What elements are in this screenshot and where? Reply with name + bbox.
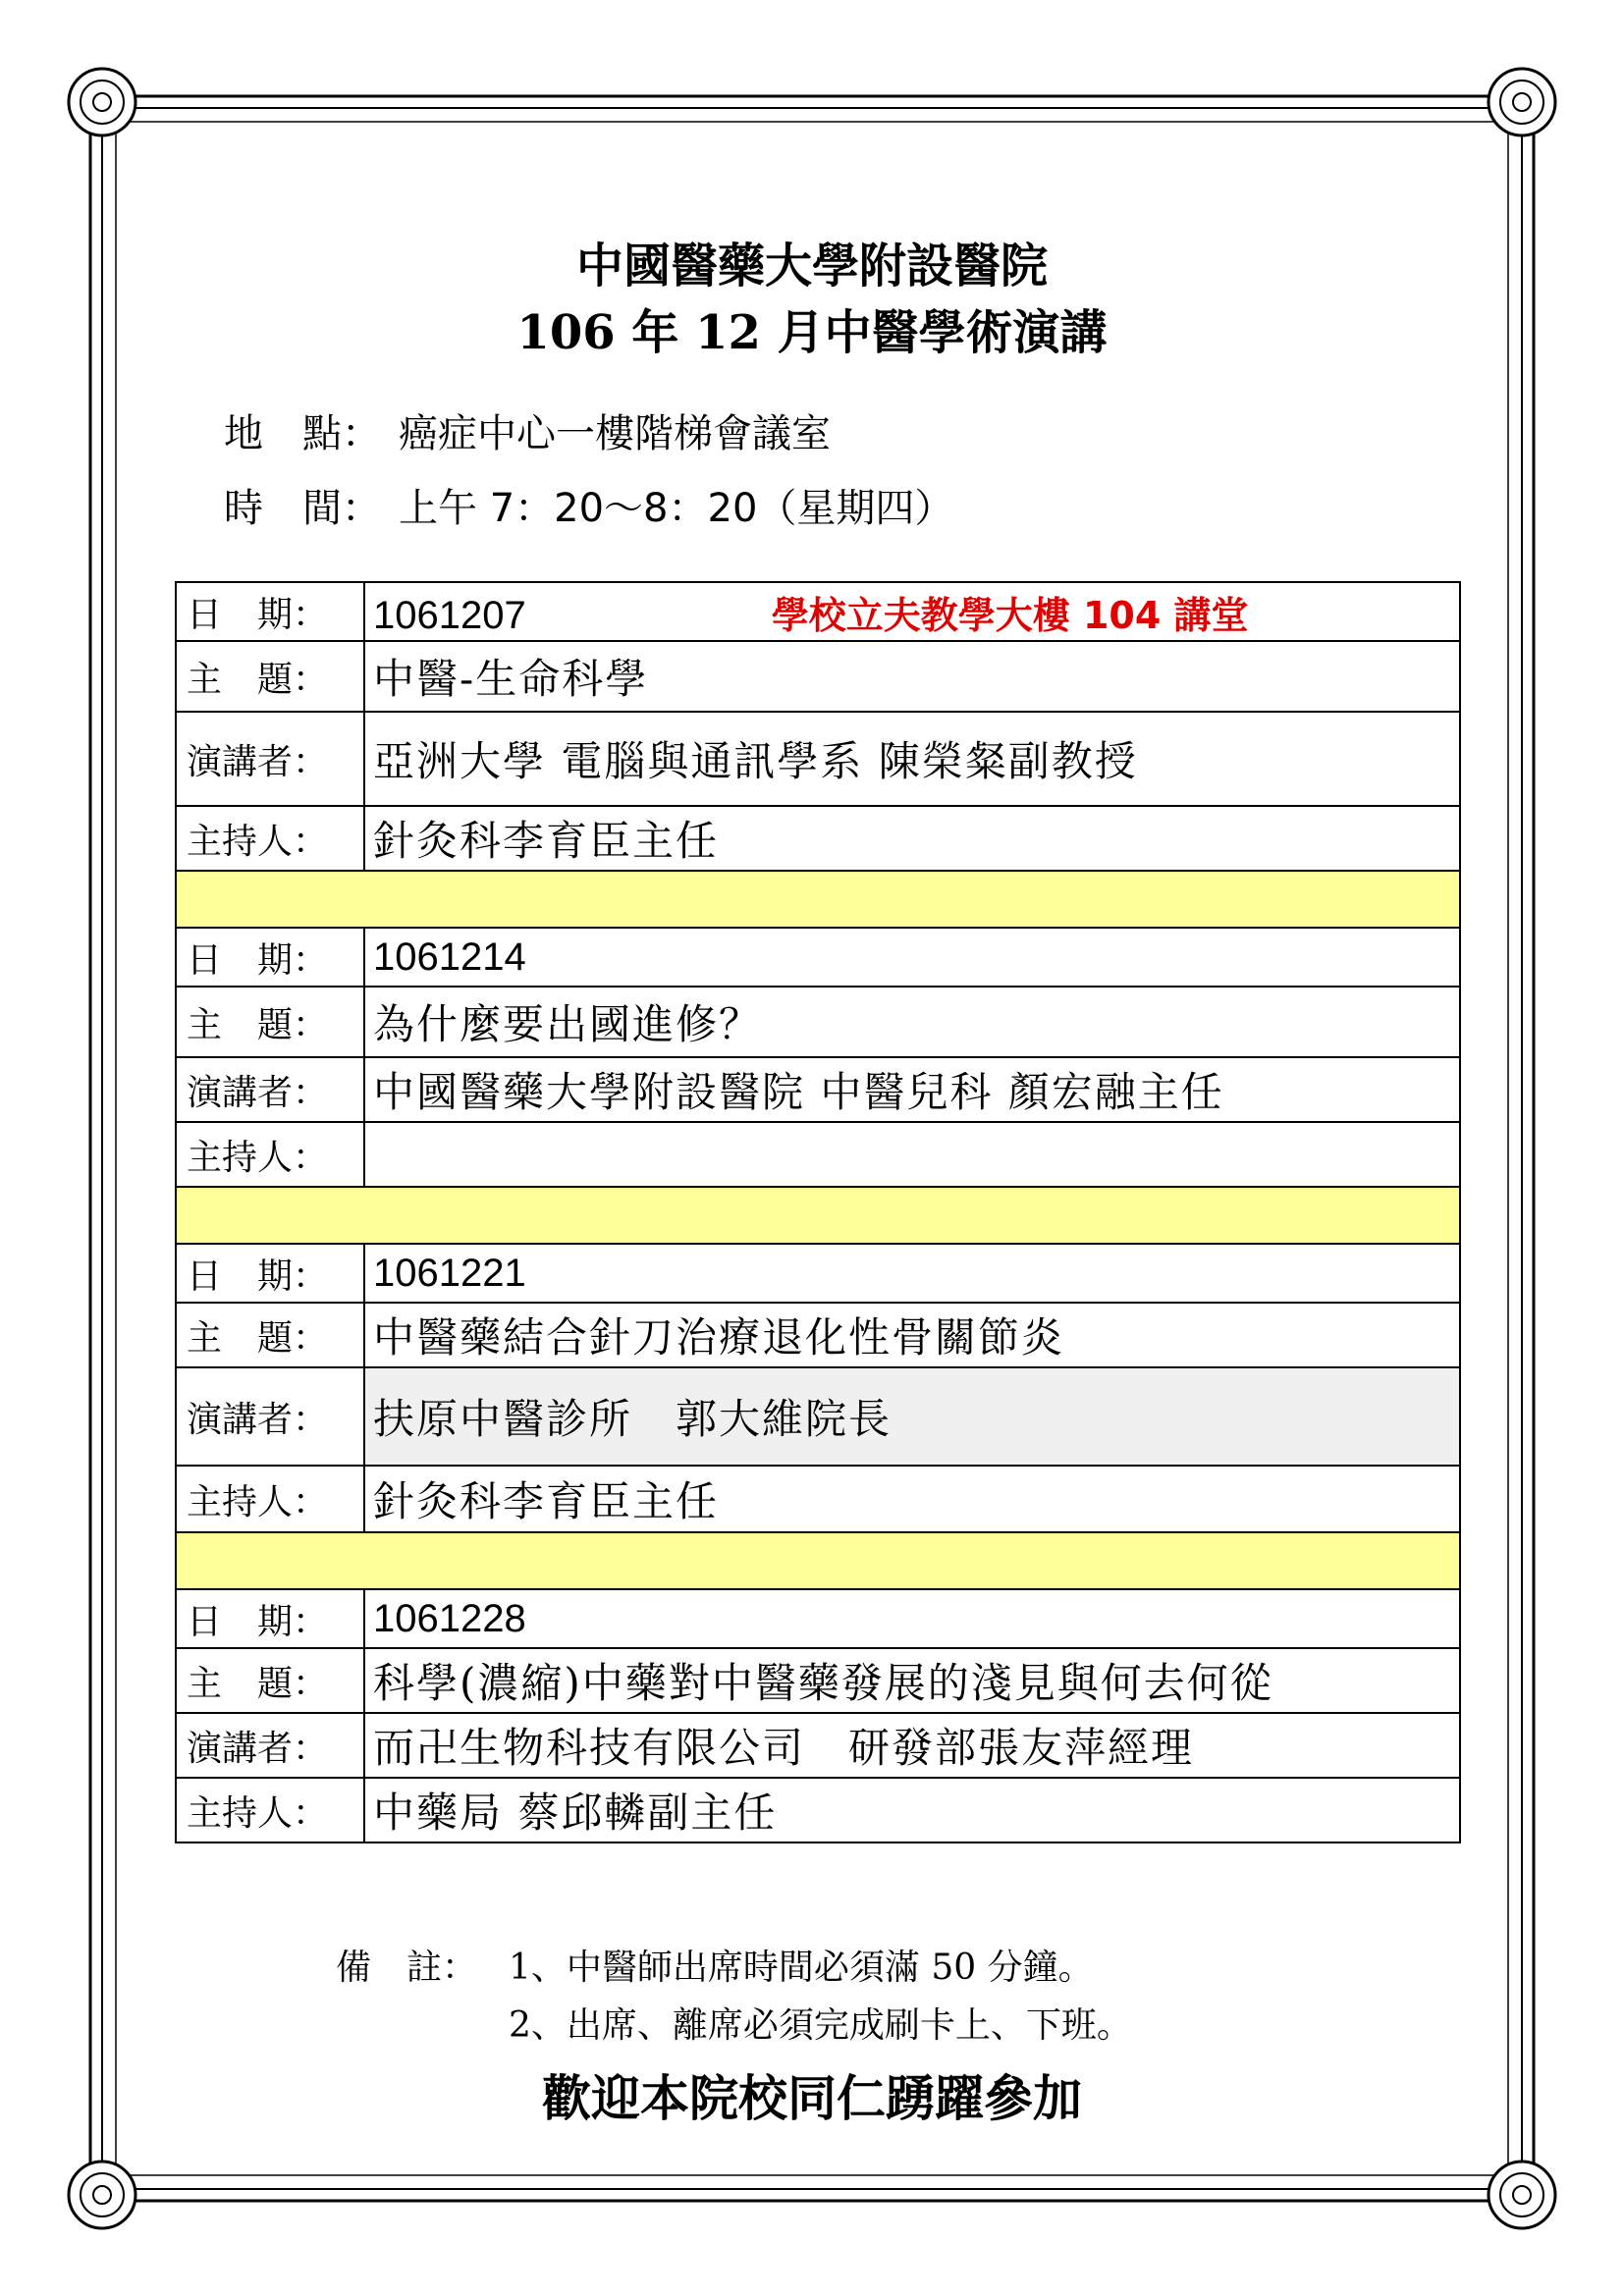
session-4-host-row	[176, 1778, 1460, 1842]
session-topic: 科學(濃縮)中藥對中醫藥發展的淺見與何去何從	[364, 1648, 1460, 1713]
session-2-date-row	[176, 928, 1460, 987]
note-text-2: 2、出席、離席必須完成刷卡上、下班。	[509, 2005, 1132, 2046]
date-label: 日 期：	[176, 1244, 364, 1303]
session-date: 1061228	[364, 1589, 1460, 1648]
session-1-topic-row	[176, 641, 1460, 712]
session-4-speaker-row	[176, 1713, 1460, 1778]
note-line-2	[509, 1998, 1132, 2048]
topic-label: 主 題：	[176, 641, 364, 712]
time-label: 時 間：	[224, 486, 381, 531]
corner-ornament-bottom-left	[69, 2162, 135, 2228]
topic-label: 主 題：	[176, 1648, 364, 1713]
session-1-date-row	[176, 582, 1460, 641]
time-value: 上午 7：20～8：20（星期四）	[399, 486, 954, 531]
speaker-label: 演講者：	[176, 1057, 364, 1122]
session-3-topic-row	[176, 1303, 1460, 1367]
session-2-speaker-row	[176, 1057, 1460, 1122]
host-label: 主持人：	[176, 1778, 364, 1842]
session-date: 1061207 學校立夫教學大樓 104 講堂	[364, 582, 1460, 641]
session-3-host-row	[176, 1466, 1460, 1532]
venue-note: 學校立夫教學大樓 104 講堂	[771, 593, 1249, 637]
topic-label: 主 題：	[176, 987, 364, 1057]
host-label: 主持人：	[176, 1466, 364, 1532]
speaker-label: 演講者：	[176, 1367, 364, 1466]
session-4-date-row	[176, 1589, 1460, 1648]
location-value: 癌症中心一樓階梯會議室	[399, 411, 831, 456]
host-label: 主持人：	[176, 1122, 364, 1187]
date-label: 日 期：	[176, 1589, 364, 1648]
location-line	[224, 402, 831, 458]
note-label: 備 註：	[336, 1948, 478, 1988]
lecture-schedule-table	[175, 581, 1461, 1843]
session-host: 針灸科李育臣主任	[364, 1466, 1460, 1532]
session-2-topic-row	[176, 987, 1460, 1057]
date-label: 日 期：	[176, 928, 364, 987]
session-date: 1061221	[364, 1244, 1460, 1303]
session-3-speaker-row	[176, 1367, 1460, 1466]
session-1-host-row	[176, 806, 1460, 871]
session-topic: 中醫藥結合針刀治療退化性骨關節炎	[364, 1303, 1460, 1367]
topic-label: 主 題：	[176, 1303, 364, 1367]
session-date: 1061214	[364, 928, 1460, 987]
session-2-host-row	[176, 1122, 1460, 1187]
session-speaker: 而卍生物科技有限公司 研發部張友萍經理	[364, 1713, 1460, 1778]
hospital-title: 中國醫藥大學附設醫院	[575, 239, 1048, 294]
session-speaker: 扶原中醫診所 郭大維院長	[364, 1367, 1460, 1466]
session-host	[364, 1122, 1460, 1187]
session-host: 中藥局 蔡邱轔副主任	[364, 1778, 1460, 1842]
session-topic: 為什麼要出國進修？	[364, 987, 1460, 1057]
note-text-1: 1、中醫師出席時間必須滿 50 分鐘。	[509, 1948, 1094, 1988]
note-line-1	[336, 1940, 1094, 1990]
time-line	[224, 477, 953, 533]
date-label: 日 期：	[176, 582, 364, 641]
session-separator	[176, 1532, 1460, 1589]
speaker-label: 演講者：	[176, 712, 364, 806]
session-speaker: 中國醫藥大學附設醫院 中醫兒科 顏宏融主任	[364, 1057, 1460, 1122]
welcome-message: 歡迎本院校同仁踴躍參加	[542, 2069, 1082, 2127]
session-1-speaker-row	[176, 712, 1460, 806]
corner-ornament-bottom-right	[1489, 2162, 1555, 2228]
session-host: 針灸科李育臣主任	[364, 806, 1460, 871]
session-separator	[176, 1187, 1460, 1244]
location-label: 地 點：	[224, 411, 381, 456]
host-label: 主持人：	[176, 806, 364, 871]
session-3-date-row	[176, 1244, 1460, 1303]
lecture-series-title: 106 年 12 月中醫學術演講	[516, 305, 1108, 360]
session-separator	[176, 871, 1460, 928]
session-topic: 中醫-生命科學	[364, 641, 1460, 712]
corner-ornament-top-left	[69, 69, 135, 135]
corner-ornament-top-right	[1489, 69, 1555, 135]
session-speaker: 亞洲大學 電腦與通訊學系 陳榮粲副教授	[364, 712, 1460, 806]
speaker-label: 演講者：	[176, 1713, 364, 1778]
session-4-topic-row	[176, 1648, 1460, 1713]
